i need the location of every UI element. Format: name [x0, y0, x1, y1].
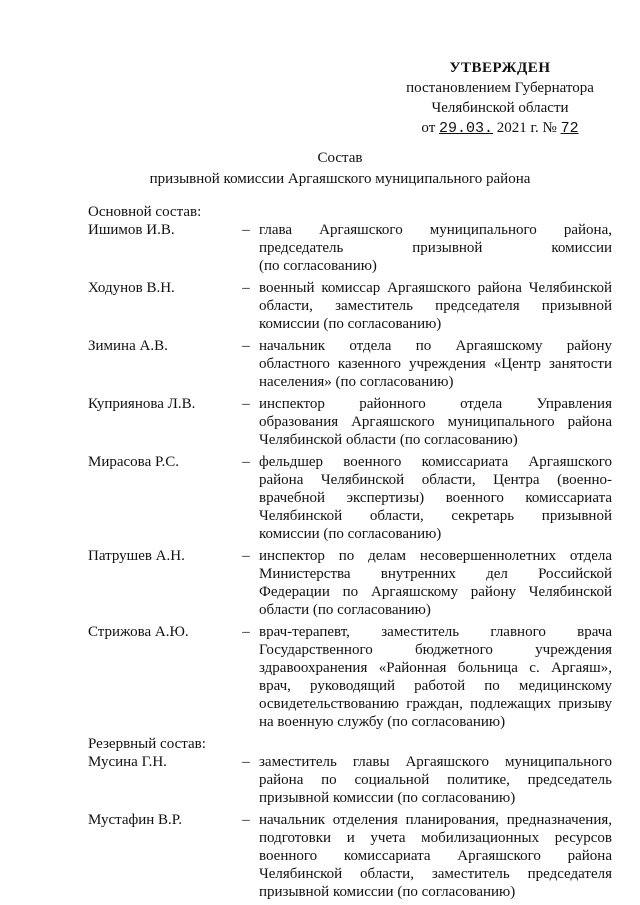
member-dash: –: [242, 396, 250, 412]
main-members: [88, 221, 612, 731]
description-line: врач-терапевт, заместитель главного врача: [259, 624, 612, 640]
member-description: [259, 753, 612, 807]
heading-title: Состав: [317, 150, 363, 166]
reserve-members: [88, 753, 612, 901]
member-dash: –: [242, 280, 250, 296]
document-heading: [60, 148, 620, 190]
description-line: фельдшер военного комиссариата Аргаяшского: [259, 454, 612, 470]
description-line: здравоохранения «Районная больница с. Аргаяш»,: [259, 660, 612, 676]
description-line: военного комиссариата Аргаяшского района: [259, 848, 612, 864]
member-row: [88, 279, 612, 333]
description-line: призывной комиссии (по согласованию): [259, 790, 516, 806]
member-dash: –: [242, 454, 250, 470]
member-name: Куприянова Л.В.: [88, 396, 196, 412]
approval-line-2: Челябинской области: [431, 100, 569, 116]
member-description: [259, 453, 612, 543]
description-line: военный комиссар Аргаяшского района Челябинской: [259, 280, 612, 296]
composition-list: [88, 203, 612, 901]
member-name: Мирасова Р.С.: [88, 454, 179, 470]
member-row: [88, 623, 612, 731]
member-row: [88, 221, 612, 275]
date-prefix: от: [421, 120, 436, 136]
approval-year: 2021 г. №: [496, 120, 557, 136]
member-description: [259, 395, 612, 449]
heading-subtitle: призывной комиссии Аргаяшского муниципального района: [149, 171, 531, 187]
description-line: инспектор районного отдела Управления: [259, 396, 612, 412]
member-description: [259, 221, 612, 275]
description-line: инспектор по делам несовершеннолетних отдела: [259, 548, 612, 564]
description-line: Министерства внутренних дел Российской: [259, 566, 612, 582]
description-line: заместитель главы Аргаяшского муниципального: [259, 754, 612, 770]
description-line: области (по согласованию): [259, 602, 431, 618]
member-description: [259, 623, 612, 731]
member-description: [259, 279, 612, 333]
description-line: освидетельствованию граждан, подлежащих призыву: [259, 696, 612, 712]
section-reserve-label: Резервный состав:: [88, 736, 206, 752]
description-line: области, заместитель председателя призывной: [259, 298, 612, 314]
description-line: председатель призывной комиссии: [259, 240, 612, 256]
member-name: Стрижова А.Ю.: [88, 624, 189, 640]
member-description: [259, 547, 612, 619]
member-name: Ишимов И.В.: [88, 222, 175, 238]
approval-date-line: [380, 118, 620, 139]
approval-title: УТВЕРЖДЕН: [449, 60, 551, 76]
member-description: [259, 811, 612, 901]
member-row: [88, 337, 612, 391]
description-line: (по согласованию): [259, 258, 377, 274]
approval-number: 72: [560, 120, 579, 137]
description-line: Государственного бюджетного учреждения: [259, 642, 612, 658]
member-name: Мустафин В.Р.: [88, 812, 183, 828]
description-line: образования Аргаяшского муниципального района: [259, 414, 612, 430]
description-line: Челябинской области, заместитель председателя: [259, 866, 612, 882]
member-name: Зимина А.В.: [88, 338, 168, 354]
member-row: [88, 547, 612, 619]
description-line: начальник отдела по Аргаяшскому району: [259, 338, 612, 354]
member-row: [88, 811, 612, 901]
approval-date: 29.03.: [439, 120, 494, 137]
member-dash: –: [242, 812, 250, 828]
description-line: населения» (по согласованию): [259, 374, 454, 390]
member-row: [88, 753, 612, 807]
description-line: начальник отделения планирования, предназначения,: [259, 812, 612, 828]
description-line: призывной комиссии (по согласованию): [259, 884, 516, 900]
description-line: района по социальной политике, председатель: [259, 772, 612, 788]
section-main-label: Основной состав:: [88, 204, 202, 220]
description-line: врач, руководящий работой по медицинскому: [259, 678, 612, 694]
description-line: Челябинской области (по согласованию): [259, 432, 518, 448]
description-line: комиссии (по согласованию): [259, 526, 442, 542]
member-name: Ходунов В.Н.: [88, 280, 175, 296]
member-dash: –: [242, 754, 250, 770]
description-line: врачебной экспертизы) военного комиссариата: [259, 490, 612, 506]
member-dash: –: [242, 624, 250, 640]
description-line: комиссии (по согласованию): [259, 316, 442, 332]
description-line: глава Аргаяшского муниципального района,: [259, 222, 612, 238]
description-line: на военную службу (по согласованию): [259, 714, 506, 730]
member-dash: –: [242, 548, 250, 564]
member-description: [259, 337, 612, 391]
description-line: областного казенного учреждения «Центр занятости: [259, 356, 612, 372]
description-line: Челябинской области, секретарь призывной: [259, 508, 612, 524]
description-line: района Челябинской области, Центра (военно-: [259, 472, 612, 488]
member-name: Патрушев А.Н.: [88, 548, 185, 564]
member-row: [88, 453, 612, 543]
approval-block: [380, 58, 620, 139]
member-row: [88, 395, 612, 449]
approval-line-1: постановлением Губернатора: [406, 80, 594, 96]
member-name: Мусина Г.Н.: [88, 754, 167, 770]
member-dash: –: [242, 338, 250, 354]
description-line: Федерации по Аргаяшскому району Челябинской: [259, 584, 612, 600]
description-line: подготовки и учета мобилизационных ресурсов: [259, 830, 612, 846]
member-dash: –: [242, 222, 250, 238]
